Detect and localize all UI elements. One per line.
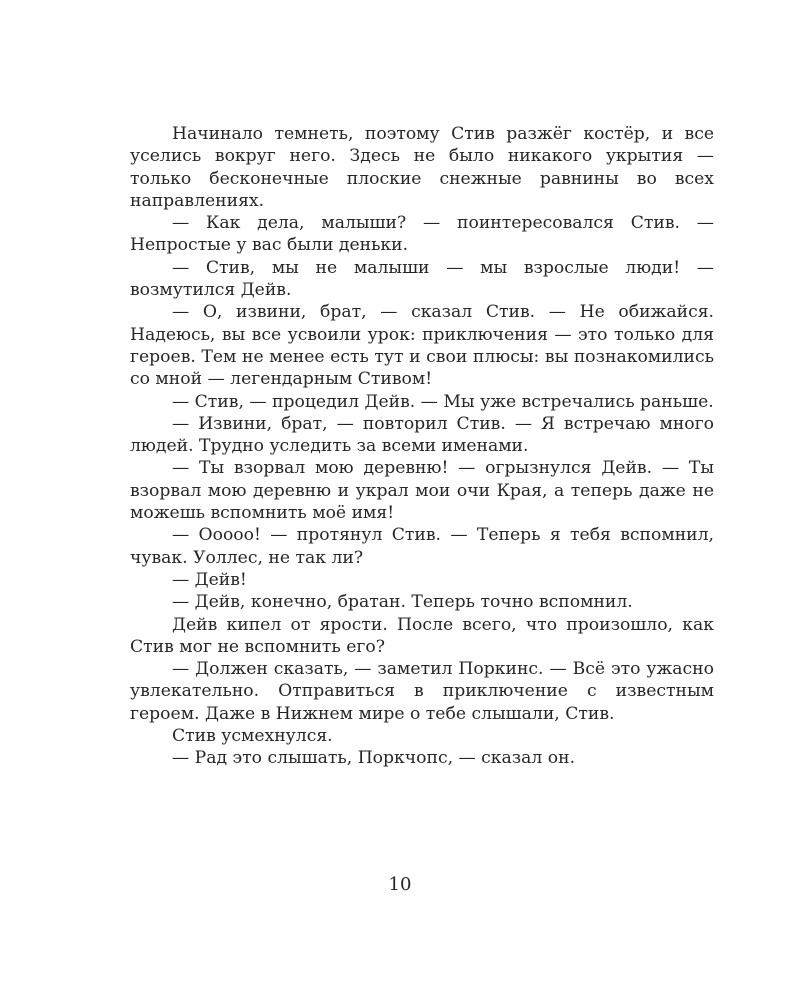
paragraph: Стив усмехнулся.	[172, 726, 333, 747]
paragraph: — Стив, мы не малыши — мы взрослые люди! — возмутился Дейв.	[130, 257, 714, 301]
paragraph: — Рад это слышать, Поркчопс, — сказал он.	[172, 748, 576, 769]
paragraph: — Как дела, малыши? — поинтересовался Стив. — Непростые у вас были деньки.	[130, 213, 714, 256]
paragraph: — Ты взорвал мою деревню! — огрызнулся Дейв. — Ты взорвал мою деревню и украл мои очи Края, а теперь даже не можешь вспомнить моё имя!	[130, 458, 714, 524]
paragraph: — Ооооо! — протянул Стив. — Теперь я тебя вспомнил, чувак. Уоллес, не так ли?	[130, 525, 714, 568]
paragraph: — О, извини, брат, — сказал Стив. — Не обижайся. Надеюсь, вы все усвоили урок: приключения — это только для героев. Тем не менее есть тут и свои плюсы: вы познакомились со мной — легендарным Стивом!	[130, 302, 714, 390]
paragraph: Дейв кипел от ярости. После всего, что произошло, как Стив мог не вспомнить его?	[130, 614, 714, 657]
body-text	[130, 123, 714, 770]
paragraph: Начинало темнеть, поэтому Стив разжёг костёр, и все уселись вокруг него. Здесь не было никакого укрытия — только бесконечные плоские снежные равнины во всех направлениях.	[130, 124, 714, 211]
paragraph: — Извини, брат, — повторил Стив. — Я встречаю много людей. Трудно уследить за всеми именами.	[130, 413, 714, 457]
paragraph: — Дейв, конечно, братан. Теперь точно вспомнил.	[172, 592, 633, 613]
paragraph: — Дейв!	[172, 569, 247, 590]
page-number: 10	[388, 874, 412, 895]
paragraph: — Должен сказать, — заметил Поркинс. — Всё это ужасно увлекательно. Отправиться в приключение с известным героем. Даже в Нижнем мире о тебе слышали, Стив.	[130, 659, 714, 724]
paragraph: — Стив, — процедил Дейв. — Мы уже встречались раньше.	[172, 391, 714, 412]
